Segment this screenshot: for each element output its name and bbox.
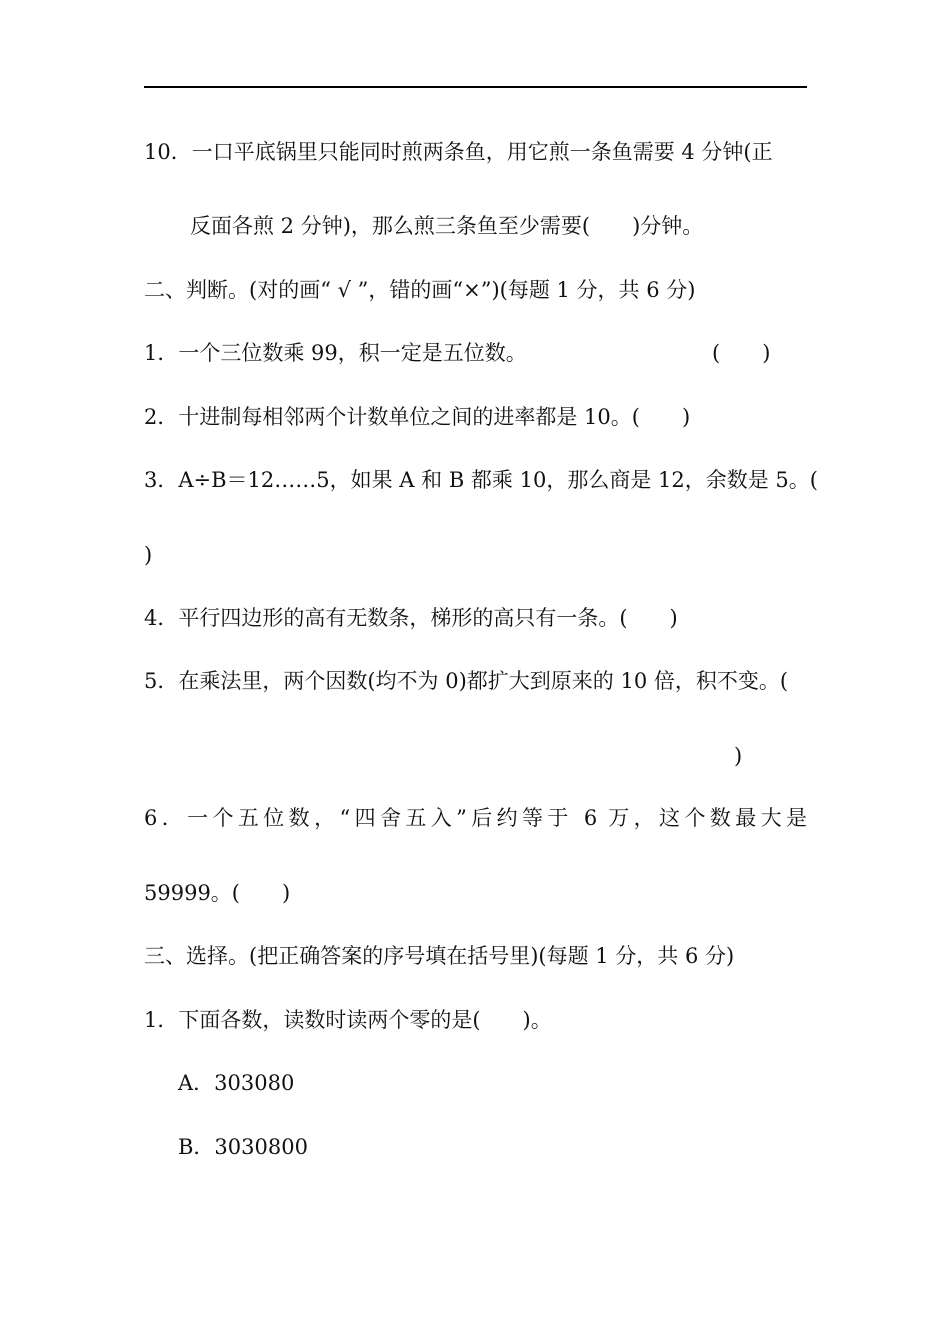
section2-title: 二、判断。(对的画“ √ ”，错的画“×”)(每题 1 分，共 6 分) (144, 278, 696, 302)
q10-line1: 10．一口平底锅里只能同时煎两条鱼，用它煎一条鱼需要 4 分钟(正 (144, 140, 773, 164)
s2-q5-line2: ) (734, 744, 743, 768)
s2-q4-text: 4．平行四边形的高有无数条，梯形的高只有一条。( ) (144, 606, 678, 630)
q10-line2: 反面各煎 2 分钟)，那么煎三条鱼至少需要( )分钟。 (190, 214, 704, 238)
s2-q2-text: 2．十进制每相邻两个计数单位之间的进率都是 10。( ) (144, 405, 691, 429)
s2-q5-line1: 5．在乘法里，两个因数(均不为 0)都扩大到原来的 10 倍，积不变。( (144, 669, 789, 693)
s3-q1-option-a: A．303080 (178, 1071, 295, 1095)
s2-q6-line1: 6．一个五位数，“四舍五入”后约等于 6 万，这个数最大是 (144, 806, 807, 830)
s2-q6-line2: 59999。( ) (144, 881, 291, 905)
section3-title: 三、选择。(把正确答案的序号填在括号里)(每题 1 分，共 6 分) (144, 944, 735, 968)
s2-q3-line2: ) (144, 543, 153, 567)
s2-q1-text: 1．一个三位数乘 99，积一定是五位数。 (144, 341, 527, 365)
header-rule (144, 86, 807, 88)
s3-q1-text: 1．下面各数，读数时读两个零的是( )。 (144, 1008, 552, 1032)
s3-q1-option-b: B．3030800 (178, 1135, 308, 1159)
s2-q3-line1: 3．A÷B＝12……5，如果 A 和 B 都乘 10，那么商是 12，余数是 5。( (144, 468, 818, 492)
s2-q1-answer-paren: ( ) (712, 341, 771, 365)
